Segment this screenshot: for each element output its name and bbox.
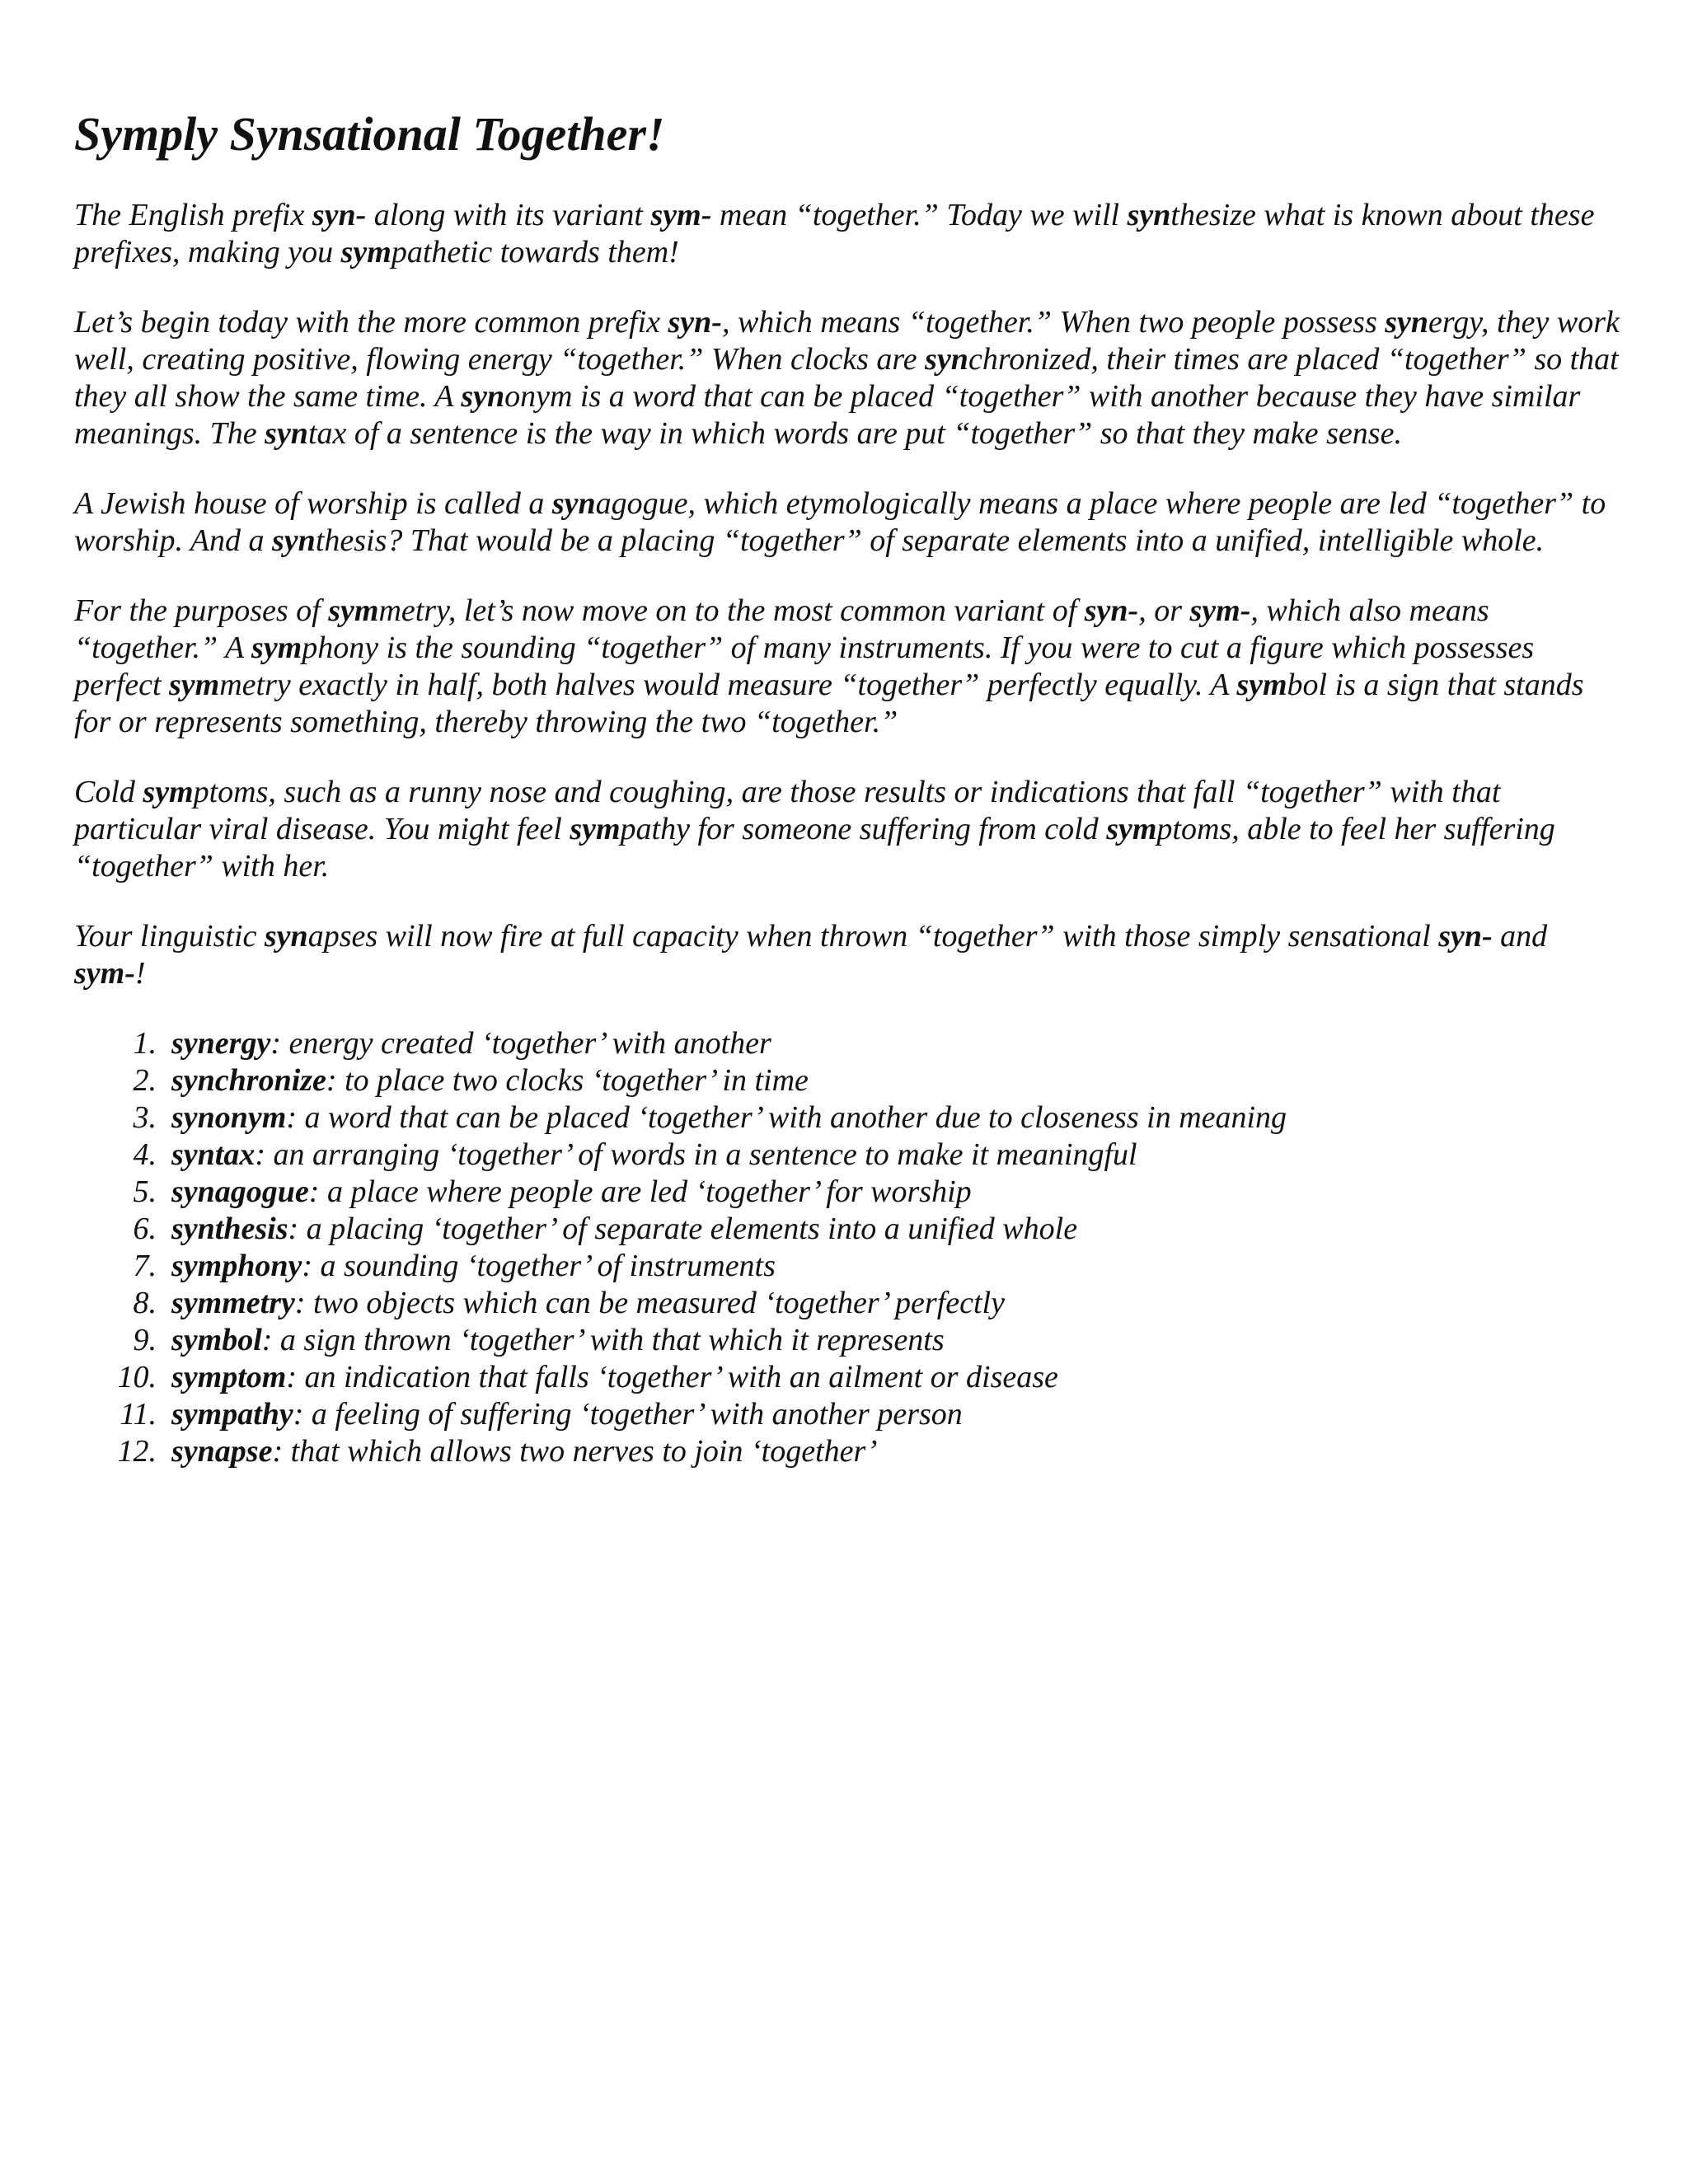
- list-item: [74, 1062, 1624, 1099]
- vocab-word: symphony: [171, 1248, 302, 1283]
- paragraph-text: along with its variant: [366, 197, 651, 232]
- item-number: 6.: [133, 1211, 157, 1246]
- vocab-definition: : a placing ‘together’ of separate elements into a unified whole: [288, 1211, 1078, 1246]
- paragraph-text: ptoms, able to feel her suffering “together” with her.: [74, 811, 1555, 883]
- vocab-definition: : a feeling of suffering ‘together’ with another person: [293, 1396, 963, 1432]
- paragraph-text: , which means “together.” When two people possess: [721, 304, 1386, 340]
- vocab-definition: : that which allows two nerves to join ‘together’: [272, 1433, 878, 1469]
- vocab-definition: : a place where people are led ‘together’ for worship: [308, 1174, 972, 1209]
- vocab-definition: : an arranging ‘together’ of words in a sentence to make it meaningful: [255, 1137, 1137, 1172]
- prefix-highlight: syn: [925, 341, 968, 377]
- paragraph-text: ptoms, such as a runny nose and coughing, are those results or indications that fall “together” with that particular viral disease. You might feel: [74, 774, 1501, 846]
- paragraph: [74, 593, 1624, 741]
- prefix-highlight: syn-: [312, 197, 367, 232]
- vocab-word: symmetry: [171, 1285, 295, 1320]
- prefix-highlight: sym: [328, 593, 379, 628]
- list-item: [74, 1322, 1624, 1359]
- paragraph-text: !: [134, 955, 146, 991]
- list-item: [74, 1285, 1624, 1322]
- list-item: [74, 1359, 1624, 1396]
- paragraph-text: For the purposes of: [74, 593, 329, 628]
- prefix-highlight: syn-: [1084, 593, 1139, 628]
- paragraph-text: phony is the sounding “together” of many instruments. If you were to cut a figure which possesses perfect: [74, 630, 1535, 702]
- paragraph-text: mean “together.” Today we will: [711, 197, 1128, 232]
- paragraph: [74, 304, 1624, 452]
- prefix-highlight: sym-: [74, 955, 135, 991]
- item-number: 8.: [133, 1285, 157, 1320]
- document-title: Symply Synsational Together!: [74, 107, 665, 161]
- paragraph-text: thesis? That would be a placing “together” of separate elements into a unified, intelligible whole.: [315, 523, 1545, 558]
- list-item: [74, 1248, 1624, 1285]
- vocab-word: synapse: [171, 1433, 273, 1469]
- body-paragraphs: [74, 197, 1624, 992]
- prefix-highlight: syn: [265, 415, 308, 451]
- vocabulary-list: [74, 1025, 1624, 1470]
- list-item: [74, 1211, 1624, 1248]
- paragraph-text: A Jewish house of worship is called a: [74, 485, 552, 521]
- paragraph-text: pathy for someone suffering from cold: [620, 811, 1107, 846]
- list-item: [74, 1433, 1624, 1470]
- prefix-highlight: sym-: [1189, 593, 1251, 628]
- prefix-highlight: sym: [169, 667, 220, 702]
- prefix-highlight: sym: [1106, 811, 1157, 846]
- item-number: 2.: [133, 1062, 157, 1098]
- vocab-definition: : to place two clocks ‘together’ in time: [326, 1062, 809, 1098]
- vocab-definition: : a sounding ‘together’ of instruments: [302, 1248, 776, 1283]
- prefix-highlight: syn-: [668, 304, 722, 340]
- paragraph: [74, 774, 1624, 885]
- paragraph-text: , which also means “together.” A: [74, 593, 1489, 665]
- paragraph-text: thesize what is known about these prefixes, making you: [74, 197, 1595, 269]
- paragraph-text: metry, let’s now move on to the most common variant of: [378, 593, 1085, 628]
- item-number: 12.: [117, 1433, 157, 1469]
- prefix-highlight: syn: [551, 485, 596, 521]
- prefix-highlight: sym: [570, 811, 621, 846]
- vocab-word: symptom: [171, 1359, 287, 1394]
- vocab-definition: : two objects which can be measured ‘together’ perfectly: [294, 1285, 1005, 1320]
- vocab-definition: : a word that can be placed ‘together’ with another due to closeness in meaning: [286, 1099, 1287, 1135]
- vocab-definition: : an indication that falls ‘together’ with an ailment or disease: [286, 1359, 1058, 1394]
- list-item: [74, 1025, 1624, 1062]
- vocab-word: synagogue: [171, 1174, 309, 1209]
- paragraph: [74, 485, 1624, 560]
- paragraph-text: chronized, their times are placed “together” so that they all show the same time. A: [74, 341, 1619, 414]
- paragraph-text: Your linguistic: [74, 918, 265, 954]
- vocab-word: synergy: [171, 1025, 271, 1061]
- paragraph-text: agogue, which etymologically means a place where people are led “together” to worship. And a: [74, 485, 1606, 558]
- paragraph-text: Cold: [74, 774, 143, 809]
- prefix-highlight: sym-: [650, 197, 712, 232]
- item-number: 5.: [133, 1174, 157, 1209]
- paragraph: [74, 918, 1624, 992]
- paragraph-text: bol is a sign that stands for or represents something, thereby throwing the two “together.”: [74, 667, 1584, 739]
- item-number: 4.: [133, 1137, 157, 1172]
- vocab-word: synchronize: [171, 1062, 326, 1098]
- list-item: [74, 1099, 1624, 1137]
- prefix-highlight: syn: [1127, 197, 1171, 232]
- paragraph-text: and: [1492, 918, 1548, 954]
- vocab-word: synonym: [171, 1099, 287, 1135]
- prefix-highlight: syn: [1385, 304, 1429, 340]
- prefix-highlight: syn: [264, 918, 308, 954]
- prefix-highlight: sym: [143, 774, 194, 809]
- list-item: [74, 1174, 1624, 1211]
- prefix-highlight: syn-: [1438, 918, 1493, 954]
- paragraph-text: The English prefix: [74, 197, 312, 232]
- vocab-word: synthesis: [171, 1211, 288, 1246]
- vocab-definition: : energy created ‘together’ with another: [270, 1025, 771, 1061]
- paragraph-text: ergy, they work well, creating positive, flowing energy “together.” When clocks are: [74, 304, 1620, 377]
- prefix-highlight: sym: [1236, 667, 1287, 702]
- vocab-word: sympathy: [171, 1396, 293, 1432]
- paragraph-text: Let’s begin today with the more common prefix: [74, 304, 668, 340]
- item-number: 7.: [133, 1248, 157, 1283]
- paragraph-text: , or: [1138, 593, 1190, 628]
- item-number: 11.: [120, 1396, 157, 1432]
- item-number: 10.: [117, 1359, 157, 1394]
- list-item: [74, 1137, 1624, 1174]
- vocab-word: syntax: [171, 1137, 256, 1172]
- vocab-definition: : a sign thrown ‘together’ with that which it represents: [261, 1322, 945, 1357]
- prefix-highlight: sym: [340, 234, 392, 269]
- paragraph-text: apses will now fire at full capacity when thrown “together” with those simply sensational: [307, 918, 1439, 954]
- prefix-highlight: syn: [461, 378, 505, 414]
- item-number: 1.: [133, 1025, 157, 1061]
- document-page: [74, 107, 1624, 1470]
- paragraph-text: onym is a word that can be placed “together” with another because they have similar meanings. The: [74, 378, 1581, 451]
- paragraph-text: pathetic towards them!: [391, 234, 679, 269]
- prefix-highlight: syn: [272, 523, 316, 558]
- vocab-word: symbol: [171, 1322, 262, 1357]
- paragraph: [74, 197, 1624, 271]
- item-number: 9.: [133, 1322, 157, 1357]
- item-number: 3.: [133, 1099, 157, 1135]
- prefix-highlight: sym: [251, 630, 302, 665]
- list-item: [74, 1396, 1624, 1433]
- paragraph-text: metry exactly in half, both halves would measure “together” perfectly equally. A: [219, 667, 1237, 702]
- paragraph-text: tax of a sentence is the way in which words are put “together” so that they make sense.: [307, 415, 1402, 451]
